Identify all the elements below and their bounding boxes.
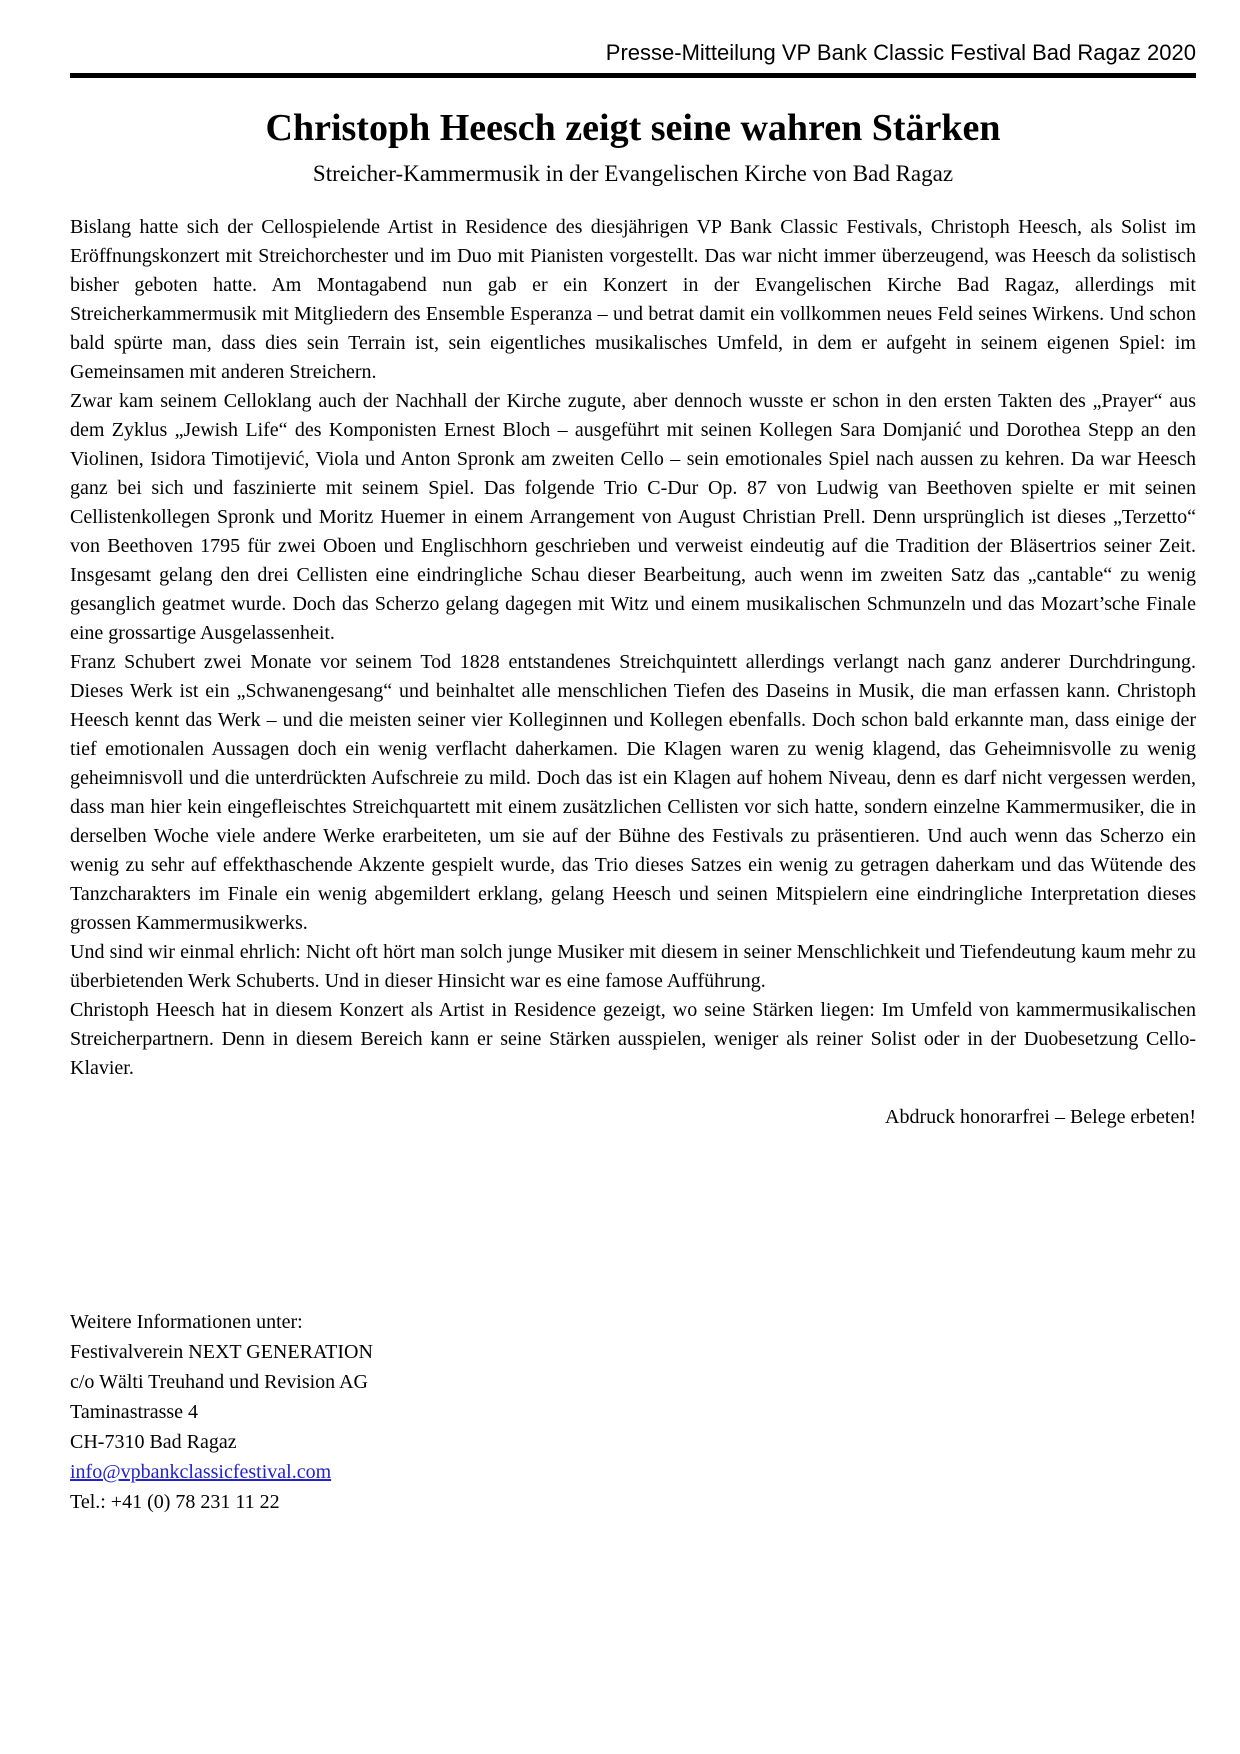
reprint-note: Abdruck honorarfrei – Belege erbeten!	[885, 1106, 1196, 1128]
article-body	[70, 213, 1196, 1083]
contact-street: Taminastrasse 4	[70, 1401, 199, 1423]
contact-care-of: c/o Wälti Treuhand und Revision AG	[70, 1371, 368, 1393]
paragraph-2: Zwar kam seinem Celloklang auch der Nachhall der Kirche zugute, aber dennoch wusste er schon in den ersten Takten des „Prayer“ aus dem Zyklus „Jewish Life“ des Komponisten Ernest Bloch – ausgeführt mit seinen Kollegen Sara Domjanić und Dorothea Stepp an den Violinen, Isidora Timotijević, Viola und Anton Spronk am zweiten Cello – sein emotionales Spiel nach aussen zu kehren. Da war Heesch ganz bei sich und faszinierte mit seinem Spiel. Das folgende Trio C-Dur Op. 87 von Ludwig van Beethoven spielte er mit seinen Cellistenkollegen Spronk und Moritz Huemer in einem Arrangement von August Christian Prell. Denn ursprünglich ist dieses „Terzetto“ von Beethoven 1795 für zwei Oboen und Englischhorn geschrieben und verweist eindeutig auf die Tradition der Bläsertrios seiner Zeit. Insgesamt gelang den drei Cellisten eine eindringliche Schau dieser Bearbeitung, auch wenn im zweiten Satz das „cantable“ zu wenig gesanglich geatmet wurde. Doch das Scherzo gelang dagegen mit Witz und einem musikalischen Schmunzeln und das Mozart’sche Finale eine grossartige Ausgelassenheit.	[70, 390, 1196, 644]
paragraph-5: Christoph Heesch hat in diesem Konzert als Artist in Residence gezeigt, wo seine Stärken liegen: Im Umfeld von kammermusikalischen Streicherpartnern. Denn in diesem Bereich kann er seine Stärken ausspielen, weniger als reiner Solist oder in der Duobesetzung Cello-Klavier.	[70, 999, 1196, 1079]
contact-email-line	[70, 1457, 1196, 1487]
contact-organization: Festivalverein NEXT GENERATION	[70, 1341, 373, 1363]
paragraph-3: Franz Schubert zwei Monate vor seinem Tod 1828 entstandenes Streichquintett allerdings verlangt nach ganz anderer Durchdringung. Dieses Werk ist ein „Schwanengesang“ und beinhaltet alle menschlichen Tiefen des Daseins in Musik, die man erfassen kann. Christoph Heesch kennt das Werk – und die meisten seiner vier Kolleginnen und Kollegen ebenfalls. Doch schon bald erkannte man, dass einige der tief emotionalen Aussagen doch ein wenig verflacht daherkamen. Die Klagen waren zu wenig klagend, das Geheimnisvolle zu wenig geheimnisvoll und die unterdrückten Aufschreie zu mild. Doch das ist ein Klagen auf hohem Niveau, denn es darf nicht vergessen werden, dass man hier kein eingefleischtes Streichquartett mit einem zusätzlichen Cellisten vor sich hatte, sondern einzelne Kammermusiker, die in derselben Woche viele andere Werke erarbeiteten, um sie auf der Bühne des Festivals zu präsentieren. Und auch wenn das Scherzo ein wenig zu sehr auf effekthaschende Akzente gespielt wurde, das Trio dieses Satzes ein wenig zu getragen daherkam und das Wütende des Tanzcharakters im Finale ein wenig abgemildert erklang, gelang Heesch und seinen Mitspielern eine eindringliche Interpretation dieses grossen Kammermusikwerks.	[70, 651, 1196, 934]
contact-city: CH-7310 Bad Ragaz	[70, 1431, 237, 1453]
page-title: Christoph Heesch zeigt seine wahren Stärken	[265, 107, 1001, 149]
email-link[interactable]: info@vpbankclassicfestival.com	[70, 1461, 332, 1483]
header-text: Presse-Mitteilung VP Bank Classic Festival Bad Ragaz 2020	[605, 40, 1196, 65]
contact-phone: Tel.: +41 (0) 78 231 11 22	[70, 1491, 280, 1513]
contact-intro: Weitere Informationen unter:	[70, 1311, 303, 1333]
page-header	[70, 0, 1196, 78]
page-subtitle: Streicher-Kammermusik in der Evangelischen Kirche von Bad Ragaz	[312, 161, 954, 186]
paragraph-4: Und sind wir einmal ehrlich: Nicht oft hört man solch junge Musiker mit diesem in seiner Menschlichkeit und Tiefendeutung kaum mehr zu überbietenden Werk Schuberts. Und in dieser Hinsicht war es eine famose Aufführung.	[70, 941, 1196, 992]
page-content	[70, 0, 1196, 1517]
contact-block	[70, 1307, 1196, 1517]
paragraph-1: Bislang hatte sich der Cellospielende Artist in Residence des diesjährigen VP Bank Classic Festivals, Christoph Heesch, als Solist im Eröffnungskonzert mit Streichorchester und im Duo mit Pianisten vorgestellt. Das war nicht immer überzeugend, was Heesch da solistisch bisher geboten hatte. Am Montagabend nun gab er ein Konzert in der Evangelischen Kirche Bad Ragaz, allerdings mit Streicherkammermusik mit Mitgliedern des Ensemble Esperanza – und betrat damit ein vollkommen neues Feld seines Wirkens. Und schon bald spürte man, dass dies sein Terrain ist, sein eigentliches musikalisches Umfeld, in dem er aufgeht in seinem eigenen Spiel: im Gemeinsamen mit anderen Streichern.	[70, 216, 1196, 383]
